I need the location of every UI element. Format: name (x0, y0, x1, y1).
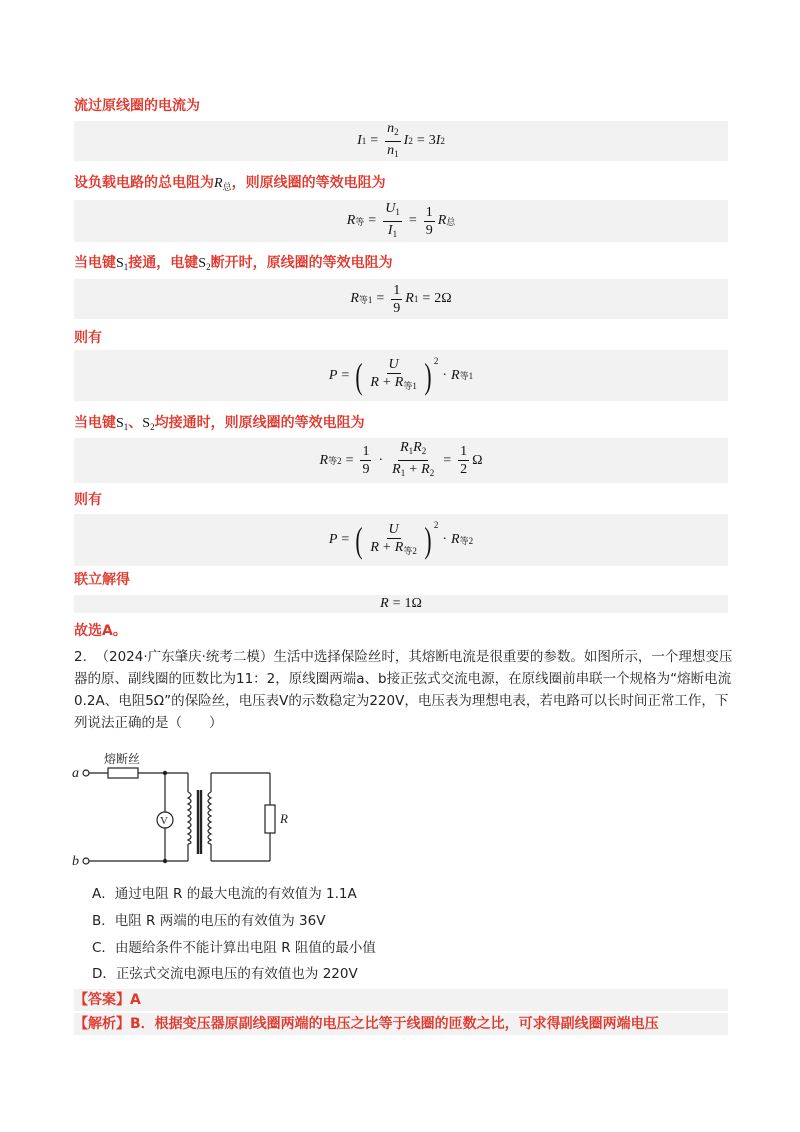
text-line: 则有 (74, 330, 102, 346)
option-a[interactable]: A．通过电阻 R 的最大电流的有效值为 1.1A (92, 886, 357, 902)
fraction: $\frac{1}{2}$ (460, 444, 468, 477)
text-line: 设负载电路的总电阻为$R_总$，则原线圈的等效电阻为 (74, 175, 386, 192)
equation-box (74, 121, 728, 161)
fuse (108, 768, 138, 778)
equation-box (74, 279, 728, 319)
option-d[interactable]: D．正弦式交流电源电压的有效值也为 220V (92, 966, 358, 982)
equation-box (74, 350, 728, 401)
fraction: $\frac{U}{R + R_{等1}}$ (370, 357, 417, 391)
text-line: 流过原线圈的电流为 (74, 98, 200, 114)
answer-box (74, 989, 728, 1011)
transformer-circuit-diagram (70, 750, 320, 875)
fraction: $\frac{n_2}{n_1}$ (387, 120, 399, 159)
terminal-b (83, 858, 89, 864)
fraction: $\frac{R_1R_2}{R_1 + R_2}$ (392, 440, 435, 478)
equation-box (74, 514, 728, 566)
equation-current: I 1 = $\frac{n_2}{n_1}$ I 2 = 3 I 2 (74, 121, 728, 161)
fraction: $\frac{U_1}{I_1}$ (385, 200, 400, 239)
text-line: 当电键$S_1$、$S_2$均接通时，则原线圈的等效电阻为 (74, 415, 365, 432)
analysis-tag: 【解析】 (74, 1016, 130, 1032)
fraction: $\frac{1}{9}$ (362, 444, 370, 477)
fraction: $\frac{1}{9}$ (393, 282, 401, 316)
equation-result: R = 1Ω (380, 596, 422, 611)
equation-box (74, 595, 728, 613)
answer-tag: 【答案】 (74, 992, 130, 1008)
terminal-a-label: a (72, 766, 79, 781)
secondary-coil (208, 792, 211, 844)
equation-box (74, 200, 728, 242)
analysis-text: B．根据变压器原副线圈两端的电压之比等于线圈的匝数之比，可求得副线圈两端电压 (130, 1016, 659, 1032)
answer-value: A (130, 992, 141, 1008)
fraction: $\frac{1}{9}$ (425, 204, 433, 238)
primary-coil (188, 792, 191, 844)
equation-equivalent-resistance: R 等 = $\frac{U_1}{I_1}$ = $\frac{1}{9}$ R 总 (74, 200, 728, 242)
text-line: 当电键$S_1$接通，电键$S_2$断开时，原线圈的等效电阻为 (74, 255, 393, 272)
text-line: 故选A。 (74, 623, 127, 639)
fraction: $\frac{U}{R + R_{等2}}$ (370, 521, 417, 556)
fuse-label: 熔断丝 (104, 752, 141, 766)
analysis-box (74, 1013, 728, 1035)
option-c[interactable]: C．由题给条件不能计算出电阻 R 阻值的最小值 (92, 940, 376, 956)
resistor-label: R (280, 811, 288, 826)
equation-r-deng1: R 等1 = $\frac{1}{9}$ R 1 = 2Ω (350, 282, 452, 316)
resistor-r (265, 805, 275, 833)
option-b[interactable]: B．电阻 R 两端的电压的有效值为 36V (92, 913, 326, 929)
equation-r-deng2: R 等2 = $\frac{1}{9}$ · $\frac{R_1R_2}{R_1 + R_2}$ = $\frac{1}{2}$ Ω (74, 438, 728, 483)
terminal-b-label: b (72, 854, 79, 869)
text-line: 联立解得 (74, 572, 130, 588)
equation-box (74, 438, 728, 483)
voltmeter-label: V (160, 815, 168, 827)
question-text: 2. （2024·广东肇庆·统考二模）生活中选择保险丝时，其熔断电流是很重要的参数。如图所示，一个理想变压器的原、副线圈的匝数比为11：2，原线圈两端a、b接正弦式交流电源，在原线圈前串联一个规格为“熔断电流0.2A、电阻5Ω”的保险丝，电压表V的示数稳定为220V，电压表为理想电表，若电路可以长时间正常工作，下列说法正确的是（ ） (74, 649, 733, 731)
terminal-a (83, 770, 89, 776)
equation-power-2: P = ( $\frac{U}{R + R_{等2}}$ ) 2 · R 等2 (328, 520, 474, 560)
equation-power-1: P = ( $\frac{U}{R + R_{等1}}$ ) 2 · R 等1 (328, 355, 474, 396)
text-line: 则有 (74, 492, 102, 508)
